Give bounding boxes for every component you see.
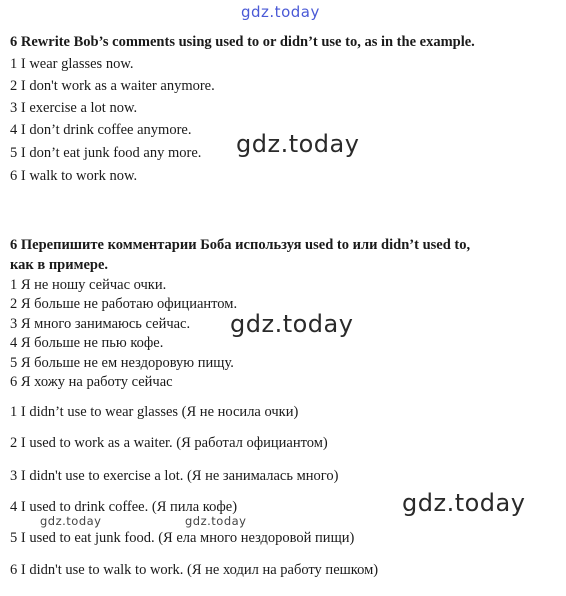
task-en-item: 1 I wear glasses now. [10,56,134,72]
answer-item: 6 I didn't use to walk to work. (Я не ходил на работу пешком) [10,562,379,578]
answer-item: 1 I didn’t use to wear glasses (Я не носила очки) [10,404,299,420]
watermark: gdz.today [40,514,102,528]
answer-item: 3 I didn't use to exercise a lot. (Я не занималась много) [10,468,339,484]
task-en-item: 5 I don’t eat junk food any more. [10,145,202,161]
watermark: gdz.today [185,514,247,528]
task-en-item: 4 I don’t drink coffee anymore. [10,122,192,138]
watermark: gdz.today [230,310,354,338]
answer-item: 5 I used to eat junk food. (Я ела много нездоровой пищи) [10,530,355,546]
answer-item: 2 I used to work as a waiter. (Я работал официантом) [10,435,328,451]
task-ru-item: 3 Я много занимаюсь сейчас. [10,316,191,332]
task-en-item: 3 I exercise a lot now. [10,100,138,116]
task-en-heading: 6 Rewrite Bob’s comments using used to or didn’t use to, as in the example. [10,34,475,50]
task-ru-heading: как в примере. [10,257,109,273]
task-ru-item: 5 Я больше не ем нездоровую пищу. [10,355,234,371]
task-ru-item: 6 Я хожу на работу сейчас [10,374,173,390]
task-ru-item: 4 Я больше не пью кофе. [10,335,164,351]
watermark: gdz.today [402,489,526,517]
watermark: gdz.today [236,130,360,158]
watermark-top: gdz.today [241,3,320,21]
task-en-item: 6 I walk to work now. [10,168,138,184]
task-ru-item: 1 Я не ношу сейчас очки. [10,277,167,293]
task-ru-heading: 6 Перепишите комментарии Боба используя used to или didn’t used to, [10,237,471,253]
answer-item: 4 I used to drink coffee. (Я пила кофе) [10,499,238,515]
task-ru-item: 2 Я больше не работаю официантом. [10,296,238,312]
task-en-item: 2 I don't work as a waiter anymore. [10,78,215,94]
